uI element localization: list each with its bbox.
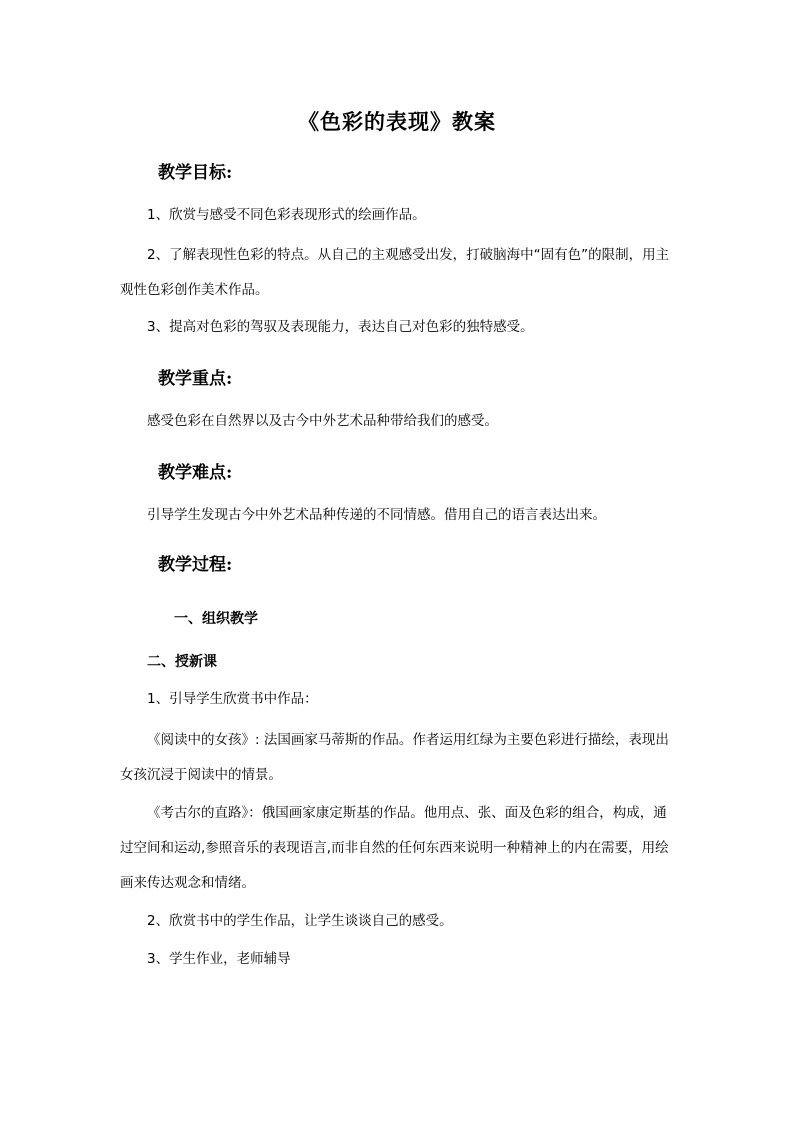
key-points-heading: 教学重点: [158,369,233,389]
process-item: 《阅读中的女孩》: 法国画家马蒂斯的作品。作者运用红绿为主要色彩进行描绘，表现出女孩沉浸于阅读中的情景。 [120,732,669,783]
process-item: 2、欣赏书中的学生作品，让学生谈谈自己的感受。 [147,913,453,929]
document-title: 《色彩的表现》教案 [298,109,496,134]
process-item: 3、学生作业，老师辅导 [147,951,291,967]
process-item: 1、引导学生欣赏书中作品： [147,691,318,707]
difficulties-heading: 教学难点: [158,463,233,483]
objective-item: 3、提高对色彩的驾驭及表现能力，表达自己对色彩的独特感受。 [147,319,534,335]
process-step-1: 一、组织教学 [174,611,258,627]
process-item: 《考古尔的直路》：俄国画家康定斯基的作品。他用点、张、面及色彩的组合，构成，通过空间和运动,参照音乐的表现语言,而非自然的任何东西来说明一种精神上的内在需要，用绘画来传达观念和情绪。 [120,805,669,891]
objective-item: 1、欣赏与感受不同色彩表现形式的绘画作品。 [147,207,426,223]
key-points-text: 感受色彩在自然界以及古今中外艺术品种带给我们的感受。 [147,413,498,429]
difficulties-text: 引导学生发现古今中外艺术品种传递的不同情感。借用自己的语言表达出来。 [147,507,606,523]
objective-item: 2、了解表现性色彩的特点。从自己的主观感受出发，打破脑海中“固有色”的限制，用主观性色彩创作美术作品。 [120,247,670,298]
process-heading: 教学过程: [158,555,233,575]
objectives-heading: 教学目标: [158,163,233,183]
process-step-2: 二、授新课 [147,654,217,670]
